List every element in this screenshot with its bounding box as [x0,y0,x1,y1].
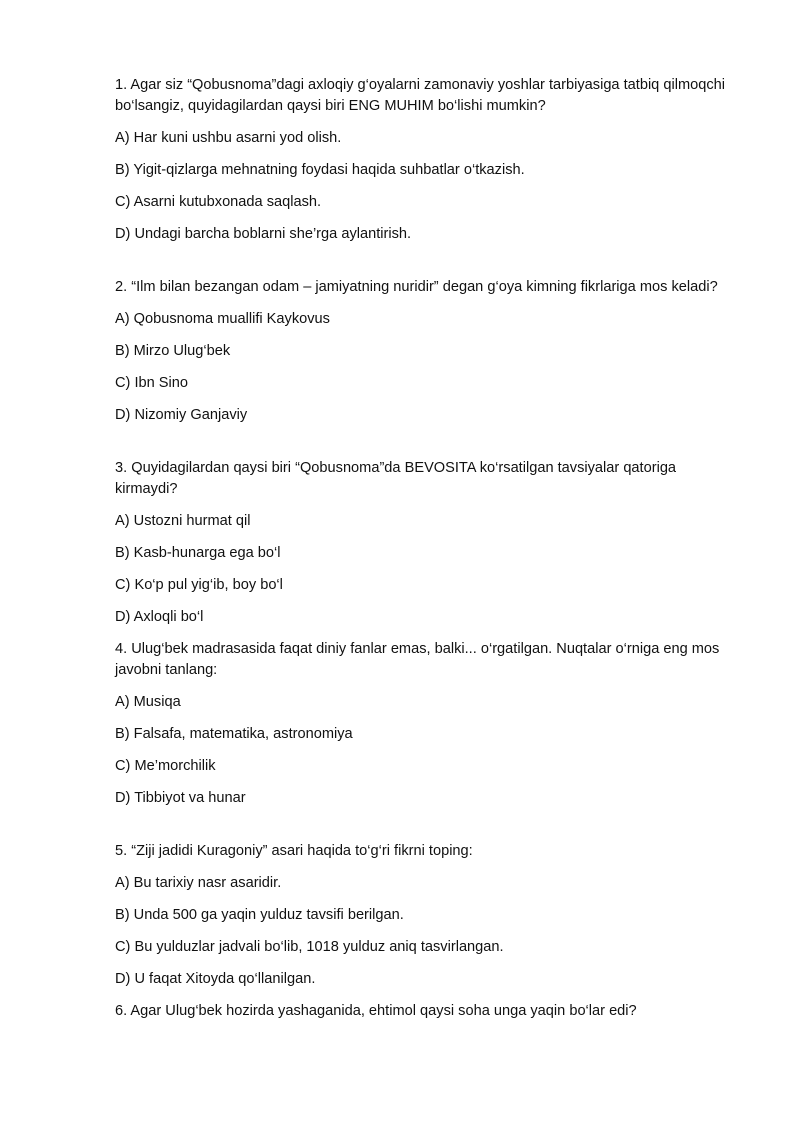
option-c: C) Ko‘p pul yig‘ib, boy bo‘l [115,577,283,593]
question-text: 4. Ulug‘bek madrasasida faqat diniy fanlar emas, balki... o‘rgatilgan. Nuqtalar o‘rniga eng mos javobni tanlang: [115,641,720,678]
question-5 [115,841,740,990]
question-text: 5. “Ziji jadidi Kuragoniy” asari haqida to‘g‘ri fikrni toping: [115,843,473,859]
option-d: D) Nizomiy Ganjaviy [115,407,248,423]
option-c: C) Me’morchilik [115,758,216,774]
document-page [115,75,740,1033]
option-b: B) Unda 500 ga yaqin yulduz tavsifi berilgan. [115,907,404,923]
question-text: 3. Quyidagilardan qaysi biri “Qobusnoma”da BEVOSITA ko‘rsatilgan tavsiyalar qatoriga kirmaydi? [115,460,677,497]
option-c: C) Bu yulduzlar jadvali bo‘lib, 1018 yulduz aniq tasvirlangan. [115,939,504,955]
option-a: A) Ustozni hurmat qil [115,513,251,529]
question-4 [115,639,740,809]
option-c: C) Asarni kutubxonada saqlash. [115,194,322,210]
question-text: 2. “Ilm bilan bezangan odam – jamiyatning nuridir” degan g‘oya kimning fikrlariga mos keladi? [115,279,718,295]
option-b: B) Yigit-qizlarga mehnatning foydasi haqida suhbatlar o‘tkazish. [115,162,525,178]
option-b: B) Falsafa, matematika, astronomiya [115,726,353,742]
option-a: A) Har kuni ushbu asarni yod olish. [115,130,342,146]
option-d: D) Axloqli bo‘l [115,609,204,625]
question-6 [115,1001,740,1022]
question-1 [115,75,740,245]
option-a: A) Bu tarixiy nasr asaridir. [115,875,282,891]
question-text: 1. Agar siz “Qobusnoma”dagi axloqiy g‘oyalarni zamonaviy yoshlar tarbiyasiga tatbiq qilmoqchi bo‘lsangiz, quyidagilardan qaysi biri ENG MUHIM bo‘lishi mumkin? [115,77,726,114]
option-d: D) Tibbiyot va hunar [115,790,246,806]
question-text: 6. Agar Ulug‘bek hozirda yashaganida, ehtimol qaysi soha unga yaqin bo‘lar edi? [115,1003,637,1019]
question-2 [115,277,740,426]
option-a: A) Qobusnoma muallifi Kaykovus [115,311,330,327]
option-c: C) Ibn Sino [115,375,189,391]
question-3 [115,458,740,628]
option-b: B) Mirzo Ulug‘bek [115,343,231,359]
option-d: D) Undagi barcha boblarni she’rga aylantirish. [115,226,412,242]
option-d: D) U faqat Xitoyda qo‘llanilgan. [115,971,316,987]
option-b: B) Kasb-hunarga ega bo‘l [115,545,281,561]
option-a: A) Musiqa [115,694,181,710]
